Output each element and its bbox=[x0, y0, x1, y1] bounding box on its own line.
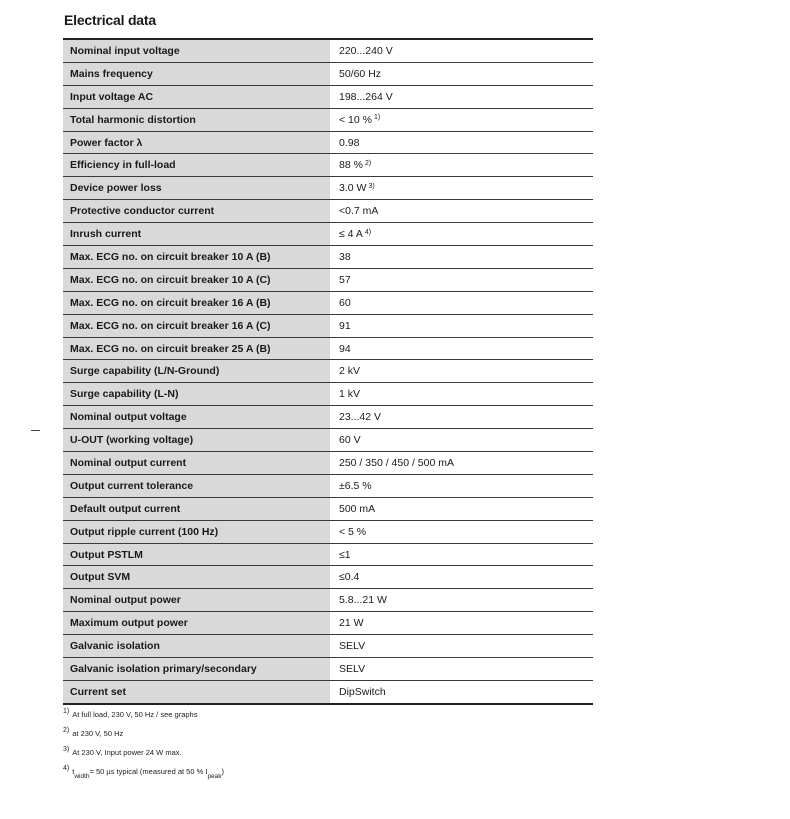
row-value-text: DipSwitch bbox=[339, 685, 386, 698]
footnote-subscript: width bbox=[74, 773, 90, 780]
row-value-text: 2 kV bbox=[339, 365, 361, 378]
row-label: U-OUT (working voltage) bbox=[63, 429, 331, 451]
row-value-text: ≤1 bbox=[339, 548, 351, 561]
row-value-text: 250 / 350 / 450 / 500 mA bbox=[339, 456, 454, 469]
row-value-text: SELV bbox=[339, 662, 366, 675]
row-value bbox=[331, 86, 593, 108]
row-value-text: 1 kV bbox=[339, 388, 361, 401]
electrical-data-table bbox=[63, 38, 593, 705]
row-label: Efficiency in full-load bbox=[63, 154, 331, 176]
row-label: Output current tolerance bbox=[63, 475, 331, 497]
row-value-text: 500 mA bbox=[339, 502, 376, 515]
table-row bbox=[63, 452, 593, 475]
footnote-1 bbox=[63, 710, 224, 729]
row-value-text: 198...264 V bbox=[339, 90, 393, 103]
footnote-ref: 4) bbox=[364, 228, 372, 236]
table-row bbox=[63, 658, 593, 681]
row-value-text: <0.7 mA bbox=[339, 205, 379, 218]
row-label: Output PSTLM bbox=[63, 544, 331, 566]
row-value bbox=[331, 269, 593, 291]
row-label: Galvanic isolation bbox=[63, 635, 331, 657]
row-value bbox=[331, 63, 593, 85]
row-value-text: 23...42 V bbox=[339, 411, 382, 424]
row-value-text: ≤0.4 bbox=[339, 571, 360, 584]
table-row bbox=[63, 177, 593, 200]
row-value bbox=[331, 521, 593, 543]
table-row bbox=[63, 544, 593, 567]
table-row bbox=[63, 132, 593, 155]
row-value bbox=[331, 635, 593, 657]
row-value-text: ±6.5 % bbox=[339, 479, 372, 492]
row-value bbox=[331, 40, 593, 62]
row-value-text: 60 bbox=[339, 296, 351, 309]
row-value-text: 88 % bbox=[339, 159, 363, 172]
table-row bbox=[63, 246, 593, 269]
footnote-ref: 1) bbox=[373, 114, 381, 122]
footnote-text: = 50 µs typical (measured at 50 % I bbox=[89, 767, 208, 776]
row-label: Maximum output power bbox=[63, 612, 331, 634]
row-label: Mains frequency bbox=[63, 63, 331, 85]
row-label: Output ripple current (100 Hz) bbox=[63, 521, 331, 543]
table-row bbox=[63, 86, 593, 109]
row-label: Total harmonic distortion bbox=[63, 109, 331, 131]
row-value bbox=[331, 200, 593, 222]
row-label: Nominal output power bbox=[63, 589, 331, 611]
row-value bbox=[331, 383, 593, 405]
row-value bbox=[331, 109, 593, 131]
row-label: Device power loss bbox=[63, 177, 331, 199]
table-row bbox=[63, 429, 593, 452]
row-value bbox=[331, 315, 593, 337]
table-row bbox=[63, 635, 593, 658]
margin-dash bbox=[31, 430, 40, 431]
row-value-text: 50/60 Hz bbox=[339, 67, 382, 80]
row-label: Protective conductor current bbox=[63, 200, 331, 222]
table-row bbox=[63, 200, 593, 223]
footnote-ref: 2) bbox=[364, 159, 372, 167]
footnote-symbol: t bbox=[72, 767, 75, 776]
table-row bbox=[63, 406, 593, 429]
footnote-2 bbox=[63, 729, 224, 748]
row-value-text: 57 bbox=[339, 273, 351, 286]
row-value bbox=[331, 544, 593, 566]
row-label: Max. ECG no. on circuit breaker 16 A (C) bbox=[63, 315, 331, 337]
footnote-text: At full load, 230 V, 50 Hz / see graphs bbox=[72, 710, 198, 719]
row-value-text: 3.0 W bbox=[339, 182, 367, 195]
table-row bbox=[63, 154, 593, 177]
table-row bbox=[63, 612, 593, 635]
table-row bbox=[63, 63, 593, 86]
row-value bbox=[331, 681, 593, 703]
row-value-text: < 5 % bbox=[339, 525, 367, 538]
table-row bbox=[63, 681, 593, 705]
table-row bbox=[63, 589, 593, 612]
row-label: Nominal input voltage bbox=[63, 40, 331, 62]
row-value-text: 220...240 V bbox=[339, 44, 393, 57]
row-label: Nominal output voltage bbox=[63, 406, 331, 428]
table-row bbox=[63, 292, 593, 315]
footnote-number: 3) bbox=[63, 746, 70, 753]
footnote-number: 1) bbox=[63, 708, 70, 715]
row-label: Max. ECG no. on circuit breaker 10 A (C) bbox=[63, 269, 331, 291]
row-value bbox=[331, 360, 593, 382]
footnote-3 bbox=[63, 748, 224, 767]
footnote-text: ) bbox=[221, 767, 225, 776]
table-row bbox=[63, 40, 593, 63]
row-label: Surge capability (L/N-Ground) bbox=[63, 360, 331, 382]
row-value bbox=[331, 177, 593, 199]
table-row bbox=[63, 315, 593, 338]
row-value bbox=[331, 154, 593, 176]
table-row bbox=[63, 360, 593, 383]
row-value-text: 60 V bbox=[339, 434, 361, 447]
row-value-text: 5.8...21 W bbox=[339, 594, 387, 607]
row-label: Max. ECG no. on circuit breaker 10 A (B) bbox=[63, 246, 331, 268]
table-row bbox=[63, 109, 593, 132]
footnote-ref: 3) bbox=[368, 182, 375, 190]
row-label: Output SVM bbox=[63, 566, 331, 588]
row-value bbox=[331, 338, 593, 360]
section-title: Electrical data bbox=[64, 12, 156, 28]
row-label: Power factor λ bbox=[63, 132, 331, 154]
row-value bbox=[331, 429, 593, 451]
row-value bbox=[331, 452, 593, 474]
footnote-subscript: peak bbox=[207, 773, 222, 780]
table-row bbox=[63, 498, 593, 521]
row-value-text: ≤ 4 A bbox=[339, 228, 363, 241]
table-row bbox=[63, 475, 593, 498]
row-value-text: SELV bbox=[339, 640, 366, 653]
row-value-text: 0.98 bbox=[339, 136, 360, 149]
footnote-text: At 230 V, Input power 24 W max. bbox=[72, 748, 182, 757]
table-row bbox=[63, 521, 593, 544]
table-row bbox=[63, 223, 593, 246]
table-row bbox=[63, 383, 593, 406]
row-label: Max. ECG no. on circuit breaker 25 A (B) bbox=[63, 338, 331, 360]
footnote-number: 4) bbox=[63, 765, 70, 772]
row-label: Galvanic isolation primary/secondary bbox=[63, 658, 331, 680]
row-value bbox=[331, 658, 593, 680]
row-value bbox=[331, 406, 593, 428]
footnote-4 bbox=[63, 767, 224, 789]
table-row bbox=[63, 269, 593, 292]
row-value bbox=[331, 566, 593, 588]
row-value bbox=[331, 498, 593, 520]
row-label: Current set bbox=[63, 681, 331, 703]
table-row bbox=[63, 566, 593, 589]
row-value bbox=[331, 475, 593, 497]
row-label: Input voltage AC bbox=[63, 86, 331, 108]
footnotes bbox=[63, 710, 224, 789]
row-label: Surge capability (L-N) bbox=[63, 383, 331, 405]
row-value-text: 38 bbox=[339, 250, 351, 263]
row-value bbox=[331, 612, 593, 634]
row-value-text: < 10 % bbox=[339, 113, 372, 126]
row-value bbox=[331, 223, 593, 245]
row-label: Inrush current bbox=[63, 223, 331, 245]
footnote-number: 2) bbox=[63, 727, 70, 734]
footnote-text: at 230 V, 50 Hz bbox=[72, 729, 124, 738]
row-value bbox=[331, 589, 593, 611]
row-value bbox=[331, 132, 593, 154]
row-value bbox=[331, 292, 593, 314]
row-label: Nominal output current bbox=[63, 452, 331, 474]
row-label: Max. ECG no. on circuit breaker 16 A (B) bbox=[63, 292, 331, 314]
row-value-text: 21 W bbox=[339, 617, 364, 630]
row-value bbox=[331, 246, 593, 268]
row-value-text: 91 bbox=[339, 319, 351, 332]
table-row bbox=[63, 338, 593, 361]
row-value-text: 94 bbox=[339, 342, 351, 355]
row-label: Default output current bbox=[63, 498, 331, 520]
